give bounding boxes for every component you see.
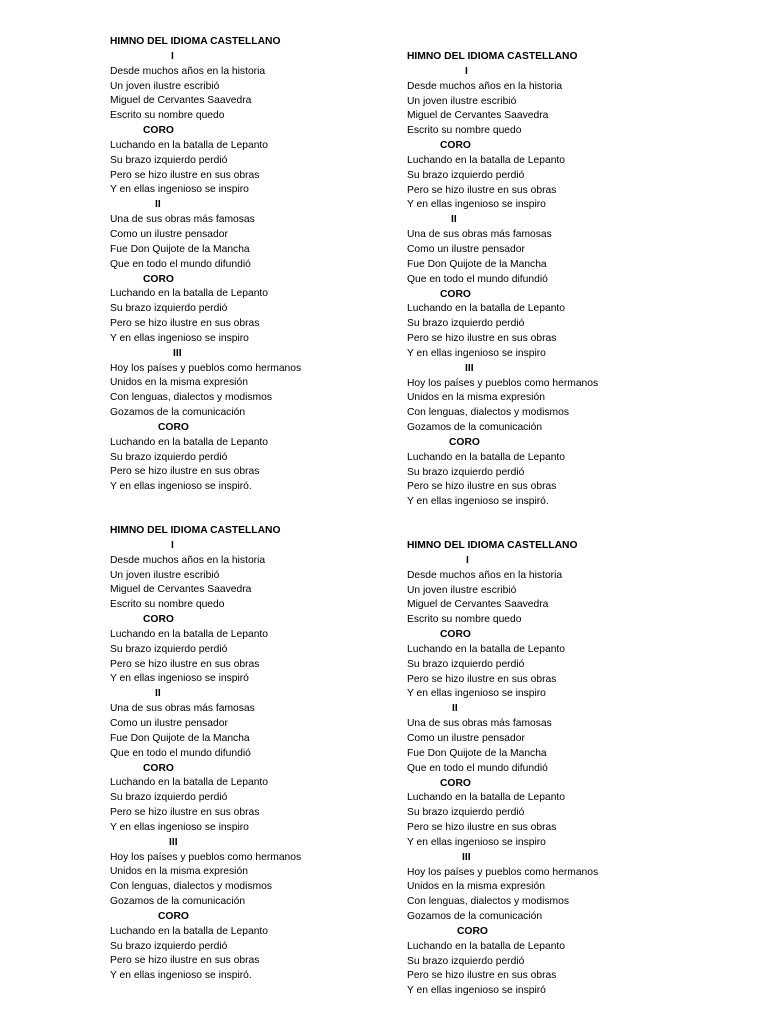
verse-line: Miguel de Cervantes Saavedra — [110, 584, 252, 596]
verse-line: Como un ilustre pensador — [407, 732, 525, 744]
verse-line: Su brazo izquierdo perdió — [110, 154, 228, 166]
verse-line: Miguel de Cervantes Saavedra — [407, 110, 549, 122]
verse-line: Pero se hizo ilustre en sus obras — [110, 169, 260, 181]
verse-line: Pero se hizo ilustre en sus obras — [110, 466, 260, 478]
verse-line: Pero se hizo ilustre en sus obras — [407, 333, 557, 345]
chorus-label: CORO — [440, 288, 471, 300]
verse-line: Pero se hizo ilustre en sus obras — [407, 673, 557, 685]
verse-line: Su brazo izquierdo perdió — [110, 643, 228, 655]
verse-line: Escrito su nombre quedo — [110, 110, 225, 122]
stanza-number: I — [171, 539, 174, 551]
stanza-number: II — [155, 199, 161, 211]
chorus-label: CORO — [449, 436, 480, 448]
verse-line: Gozamos de la comunicación — [407, 422, 543, 434]
hymn-copy-bottom-right — [407, 539, 707, 999]
verse-line: Su brazo izquierdo perdió — [407, 807, 525, 819]
verse-line: Y en ellas ingenioso se inspiró — [407, 985, 546, 997]
verse-line: Con lenguas, dialectos y modismos — [407, 896, 569, 908]
hymn-title: HIMNO DEL IDIOMA CASTELLANO — [407, 51, 578, 62]
chorus-label: CORO — [440, 777, 471, 789]
verse-line: Su brazo izquierdo perdió — [407, 169, 525, 181]
verse-line: Hoy los países y pueblos como hermanos — [110, 362, 302, 374]
verse-line: Fue Don Quijote de la Mancha — [407, 747, 547, 759]
verse-line: Pero se hizo ilustre en sus obras — [110, 658, 260, 670]
verse-line: Con lenguas, dialectos y modismos — [110, 392, 272, 404]
verse-line: Fue Don Quijote de la Mancha — [110, 732, 250, 744]
verse-line: Su brazo izquierdo perdió — [110, 792, 228, 804]
verse-line: Que en todo el mundo difundió — [110, 258, 251, 270]
verse-line: Una de sus obras más famosas — [407, 718, 552, 730]
stanza-number: I — [466, 554, 469, 566]
verse-line: Luchando en la batalla de Lepanto — [110, 288, 269, 300]
verse-line: Y en ellas ingenioso se inspiro — [407, 199, 546, 211]
verse-line: Su brazo izquierdo perdió — [407, 466, 525, 478]
verse-line: Unidos en la misma expresión — [110, 377, 248, 389]
verse-line: Escrito su nombre quedo — [110, 599, 225, 611]
hymn-title: HIMNO DEL IDIOMA CASTELLANO — [407, 540, 578, 551]
verse-line: Y en ellas ingenioso se inspiró — [110, 673, 249, 685]
verse-line: Fue Don Quijote de la Mancha — [110, 243, 250, 255]
verse-line: Su brazo izquierdo perdió — [407, 658, 525, 670]
verse-line: Desde muchos años en la historia — [110, 554, 266, 566]
stanza-number: I — [171, 50, 174, 62]
hymn-title: HIMNO DEL IDIOMA CASTELLANO — [110, 36, 281, 47]
verse-line: Su brazo izquierdo perdió — [110, 940, 228, 952]
chorus-label: CORO — [440, 629, 471, 641]
verse-line: Que en todo el mundo difundió — [407, 762, 548, 774]
verse-line: Y en ellas ingenioso se inspiro — [407, 688, 546, 700]
verse-line: Escrito su nombre quedo — [407, 125, 522, 137]
verse-line: Y en ellas ingenioso se inspiró. — [110, 970, 252, 982]
verse-line: Su brazo izquierdo perdió — [110, 303, 228, 315]
verse-line: Gozamos de la comunicación — [407, 911, 543, 923]
verse-line: Un joven ilustre escribió — [407, 584, 517, 596]
stanza-number: III — [462, 851, 471, 863]
verse-line: Una de sus obras más famosas — [110, 214, 255, 226]
chorus-label: CORO — [143, 762, 174, 774]
verse-line: Pero se hizo ilustre en sus obras — [110, 955, 260, 967]
verse-line: Desde muchos años en la historia — [110, 65, 266, 77]
verse-line: Luchando en la batalla de Lepanto — [110, 777, 269, 789]
verse-line: Un joven ilustre escribió — [110, 80, 220, 92]
verse-line: Unidos en la misma expresión — [407, 392, 545, 404]
verse-line: Luchando en la batalla de Lepanto — [110, 436, 269, 448]
verse-line: Su brazo izquierdo perdió — [407, 318, 525, 330]
verse-line: Luchando en la batalla de Lepanto — [407, 643, 566, 655]
verse-line: Y en ellas ingenioso se inspiró. — [407, 496, 549, 508]
chorus-label: CORO — [143, 614, 174, 626]
stanza-number: III — [169, 836, 178, 848]
verse-line: Que en todo el mundo difundió — [110, 747, 251, 759]
verse-line: Desde muchos años en la historia — [407, 569, 563, 581]
verse-line: Hoy los países y pueblos como hermanos — [110, 851, 302, 863]
verse-line: Y en ellas ingenioso se inspiró. — [110, 481, 252, 493]
verse-line: Luchando en la batalla de Lepanto — [407, 154, 566, 166]
verse-line: Luchando en la batalla de Lepanto — [407, 451, 566, 463]
verse-line: Pero se hizo ilustre en sus obras — [110, 318, 260, 330]
verse-line: Y en ellas ingenioso se inspiro — [407, 836, 546, 848]
verse-line: Y en ellas ingenioso se inspiro — [110, 821, 249, 833]
verse-line: Luchando en la batalla de Lepanto — [407, 303, 566, 315]
chorus-label: CORO — [440, 140, 471, 152]
verse-line: Una de sus obras más famosas — [407, 229, 552, 241]
verse-line: Hoy los países y pueblos como hermanos — [407, 866, 599, 878]
verse-line: Fue Don Quijote de la Mancha — [407, 258, 547, 270]
chorus-label: CORO — [143, 125, 174, 137]
verse-line: Que en todo el mundo difundió — [407, 273, 548, 285]
chorus-label: CORO — [143, 273, 174, 285]
verse-line: Luchando en la batalla de Lepanto — [407, 940, 566, 952]
verse-line: Pero se hizo ilustre en sus obras — [110, 807, 260, 819]
verse-line: Pero se hizo ilustre en sus obras — [407, 822, 557, 834]
verse-line: Su brazo izquierdo perdió — [110, 451, 228, 463]
verse-line: Una de sus obras más famosas — [110, 703, 255, 715]
verse-line: Pero se hizo ilustre en sus obras — [407, 970, 557, 982]
verse-line: Escrito su nombre quedo — [407, 614, 522, 626]
verse-line: Miguel de Cervantes Saavedra — [110, 95, 252, 107]
stanza-number: II — [451, 214, 457, 226]
verse-line: Un joven ilustre escribió — [110, 569, 220, 581]
stanza-number: III — [173, 347, 182, 359]
verse-line: Y en ellas ingenioso se inspiro — [110, 184, 249, 196]
verse-line: Unidos en la misma expresión — [110, 866, 248, 878]
verse-line: Gozamos de la comunicación — [110, 896, 246, 908]
verse-line: Con lenguas, dialectos y modismos — [110, 881, 272, 893]
verse-line: Gozamos de la comunicación — [110, 407, 246, 419]
verse-line: Pero se hizo ilustre en sus obras — [407, 481, 557, 493]
verse-line: Desde muchos años en la historia — [407, 80, 563, 92]
verse-line: Y en ellas ingenioso se inspiro — [407, 347, 546, 359]
verse-line: Luchando en la batalla de Lepanto — [110, 925, 269, 937]
hymn-copy-bottom-left — [110, 524, 410, 984]
verse-line: Con lenguas, dialectos y modismos — [407, 407, 569, 419]
verse-line: Hoy los países y pueblos como hermanos — [407, 377, 599, 389]
verse-line: Miguel de Cervantes Saavedra — [407, 599, 549, 611]
verse-line: Luchando en la batalla de Lepanto — [110, 139, 269, 151]
verse-line: Luchando en la batalla de Lepanto — [407, 792, 566, 804]
chorus-label: CORO — [158, 421, 189, 433]
stanza-number: II — [452, 703, 458, 715]
verse-line: Unidos en la misma expresión — [407, 881, 545, 893]
verse-line: Su brazo izquierdo perdió — [407, 955, 525, 967]
hymn-copy-top-right — [407, 50, 707, 510]
stanza-number: II — [155, 688, 161, 700]
verse-line: Pero se hizo ilustre en sus obras — [407, 184, 557, 196]
verse-line: Luchando en la batalla de Lepanto — [110, 628, 269, 640]
verse-line: Un joven ilustre escribió — [407, 95, 517, 107]
stanza-number: I — [465, 65, 468, 77]
verse-line: Como un ilustre pensador — [407, 243, 525, 255]
verse-line: Como un ilustre pensador — [110, 717, 228, 729]
stanza-number: III — [465, 362, 474, 374]
verse-line: Y en ellas ingenioso se inspiro — [110, 332, 249, 344]
hymn-title: HIMNO DEL IDIOMA CASTELLANO — [110, 525, 281, 536]
hymn-copy-top-left — [110, 35, 410, 495]
verse-line: Como un ilustre pensador — [110, 228, 228, 240]
chorus-label: CORO — [158, 910, 189, 922]
chorus-label: CORO — [457, 925, 488, 937]
